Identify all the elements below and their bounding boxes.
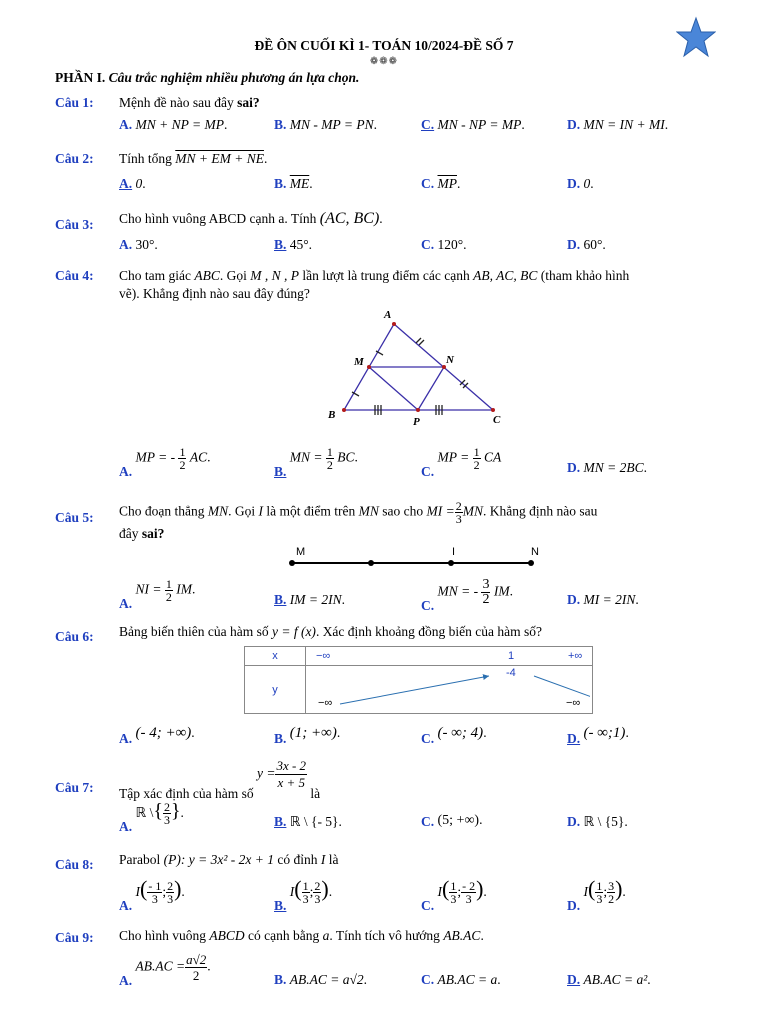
q8-option-a[interactable]: A. I( $\frac{- 1}{3}$ ; $\frac{2}{3}$ ).	[119, 876, 185, 913]
q7-option-b[interactable]: B. ℝ \ {- 5}.	[274, 814, 342, 829]
q2-text: Tính tổng MN + EM + NE.	[119, 151, 268, 166]
seg-label-n: N	[531, 546, 539, 558]
table-y-header: y	[245, 666, 306, 714]
q6-option-c[interactable]: C. (- ∞; 4).	[421, 725, 487, 746]
q7-text: Tập xác định của hàm số y = $\frac{3x - 2}{x + 5}$ là	[119, 758, 321, 801]
q5-text-2: đây sai?	[119, 526, 165, 541]
ornament: ❁❁❁	[369, 56, 399, 67]
q9-option-c[interactable]: C. AB.AC = a.	[421, 972, 501, 987]
q1-option-b[interactable]: B. MN - MP = PN.	[274, 117, 377, 132]
q9-option-a[interactable]: A. AB.AC = $\frac{a√2}{2}$ .	[119, 952, 211, 988]
q6-number: Câu 6:	[55, 629, 94, 644]
seg-label-m: M	[296, 546, 306, 558]
part-heading: PHẦN I. Câu trắc nghiệm nhiều phương án lựa chọn.	[55, 70, 360, 85]
table-x-header: x	[245, 647, 306, 666]
q8-option-d[interactable]: D. I( $\frac{1}{3}$ ; $\frac{3}{2}$ ).	[567, 876, 626, 913]
q5-option-d[interactable]: D. MI = 2IN.	[567, 592, 639, 607]
q9-number: Câu 9:	[55, 930, 94, 945]
variation-table	[244, 646, 593, 714]
q4-text-2: vẽ). Khẳng định nào sau đây đúng?	[119, 286, 310, 301]
triangle-figure	[320, 306, 520, 430]
q3-number: Câu 3:	[55, 217, 94, 232]
q1-option-c[interactable]: C. MN - NP = MP.	[421, 117, 525, 132]
fig-label-c: C	[493, 414, 501, 426]
q5-option-a[interactable]: A. NI = $\frac{1}{2}$ IM.	[119, 577, 196, 611]
fig-label-m: M	[354, 356, 364, 368]
q5-number: Câu 5:	[55, 510, 94, 525]
q9-option-b[interactable]: B. AB.AC = a√2.	[274, 972, 368, 987]
q2-option-b[interactable]: B. $\overline{ME}$.	[274, 176, 313, 191]
q8-option-b[interactable]: B. I( $\frac{1}{3}$ ; $\frac{2}{3}$ ).	[274, 876, 333, 913]
q3-option-b[interactable]: B. 45°.	[274, 237, 313, 252]
q4-option-b[interactable]: B. MN = $\frac{1}{2}$ BC.	[274, 445, 358, 479]
q2-option-a[interactable]: A. 0.	[119, 176, 146, 191]
table-x-minus-inf: −∞	[316, 650, 331, 662]
q3-option-c[interactable]: C. 120°.	[421, 237, 467, 252]
q7-option-c[interactable]: C. (5; +∞).	[421, 812, 483, 829]
q2-number: Câu 2:	[55, 151, 94, 166]
q7-number: Câu 7:	[55, 780, 94, 795]
q5-option-b[interactable]: B. IM = 2IN.	[274, 592, 345, 607]
q4-option-d[interactable]: D. MN = 2BC.	[567, 460, 647, 475]
q9-text: Cho hình vuông ABCD có cạnh bằng a. Tính tích vô hướng AB.AC.	[119, 928, 484, 943]
q7-option-a[interactable]: A. ℝ \{ $\frac{2}{3}$ }.	[119, 800, 184, 834]
q6-option-b[interactable]: B. (1; +∞).	[274, 725, 341, 746]
fig-label-n: N	[446, 354, 454, 366]
page-title: ĐỀ ÔN CUỐI KÌ 1- TOÁN 10/2024-ĐỀ SỐ 7	[254, 38, 514, 53]
q7-option-d[interactable]: D. ℝ \ {5}.	[567, 814, 628, 829]
q2-option-d[interactable]: D. 0.	[567, 176, 594, 191]
q6-option-d[interactable]: D. (- ∞;1).	[567, 725, 629, 746]
q3-text: Cho hình vuông ABCD cạnh a. Tính (AC, BC).	[119, 210, 383, 227]
q1-number: Câu 1:	[55, 95, 94, 110]
table-y-minus-inf-left: −∞	[318, 697, 333, 709]
q6-option-a[interactable]: A. (- 4; +∞).	[119, 725, 195, 746]
q4-text: Cho tam giác ABC. Gọi M , N , P lần lượt là trung điểm các cạnh AB, AC, BC (tham khảo hình	[119, 268, 630, 283]
segment-figure	[284, 544, 544, 572]
variation-arrows	[306, 666, 590, 714]
q2-option-c[interactable]: C. $\overline{MP}$.	[421, 176, 461, 191]
q4-option-a[interactable]: A. MP = - $\frac{1}{2}$ AC.	[119, 445, 211, 479]
q8-option-c[interactable]: C. I( $\frac{1}{3}$ ; $\frac{- 2}{3}$ ).	[421, 876, 487, 913]
q9-option-d[interactable]: D. AB.AC = a².	[567, 972, 651, 987]
q8-text: Parabol (P): y = 3x² - 2x + 1 có đỉnh I là	[119, 852, 339, 867]
fig-label-p: P	[413, 416, 420, 428]
q5-text: Cho đoạn thẳng MN. Gọi I là một điểm trên MN sao cho MI = $\frac{2}{3}$ MN. Khẳng định nào sau	[119, 499, 598, 526]
q4-option-c[interactable]: C. MP = $\frac{1}{2}$ CA	[421, 445, 502, 479]
q3-option-a[interactable]: A. 30°.	[119, 237, 158, 252]
q4-number: Câu 4:	[55, 268, 94, 283]
q1-option-d[interactable]: D. MN = IN + MI.	[567, 117, 669, 132]
table-y-max: -4	[506, 667, 516, 679]
q8-number: Câu 8:	[55, 857, 94, 872]
table-x-1: 1	[508, 650, 515, 662]
q6-text: Bảng biến thiên của hàm số y = f (x). Xác định khoảng đồng biến của hàm số?	[119, 624, 543, 639]
table-x-plus-inf: +∞	[568, 650, 583, 662]
seg-label-i: I	[452, 546, 456, 558]
fig-label-b: B	[328, 409, 336, 421]
q5-option-c[interactable]: C. MN = - $\frac{3}{2}$ IM.	[421, 577, 513, 613]
q1-text: Mệnh đề nào sau đây sai?	[119, 95, 260, 110]
q1-option-a[interactable]: A. MN + NP = MP.	[119, 117, 228, 132]
table-y-minus-inf-right: −∞	[566, 697, 581, 709]
fig-label-a: A	[384, 309, 392, 321]
q3-option-d[interactable]: D. 60°.	[567, 237, 606, 252]
